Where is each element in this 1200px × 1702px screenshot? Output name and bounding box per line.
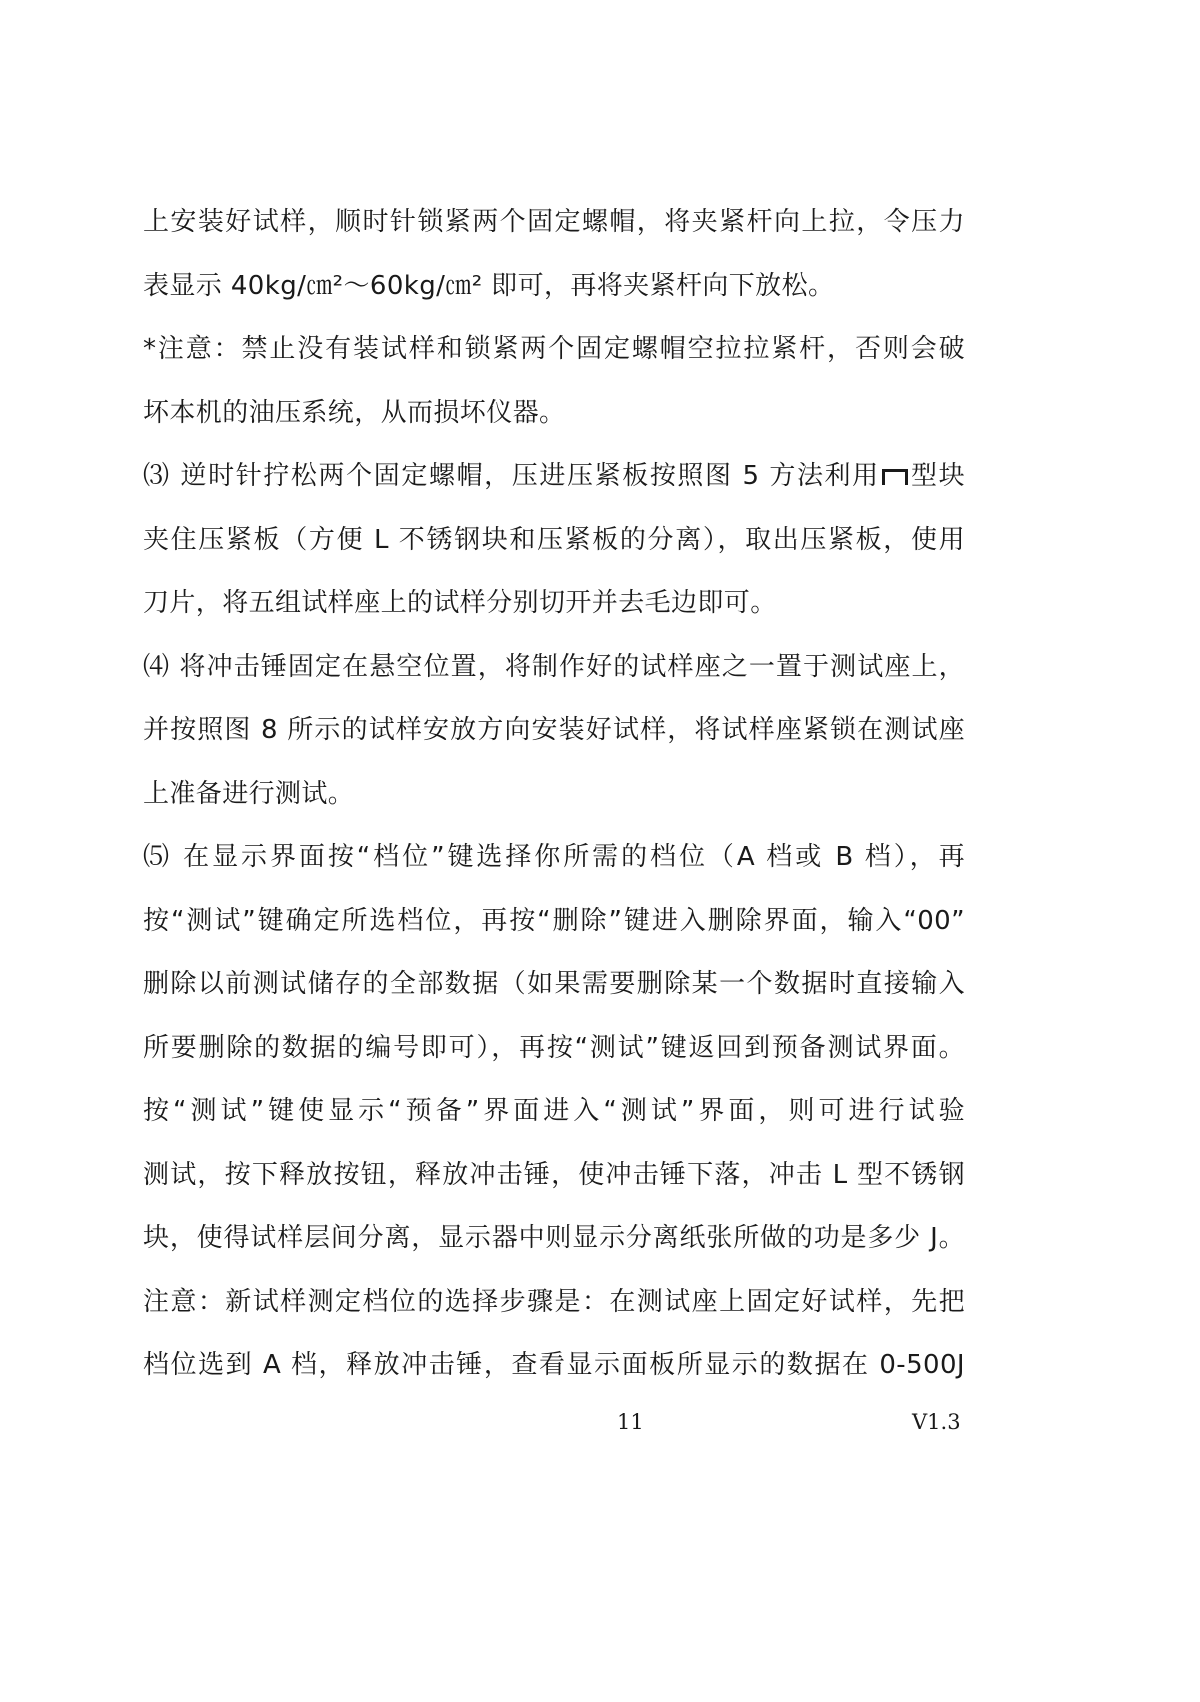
- body-text: [143, 196, 965, 1403]
- text-line: 并按照图 8 所示的试样安放方向安装好试样，将试样座紧锁在测试座: [143, 715, 965, 745]
- text-line-with-symbol: [143, 450, 965, 514]
- text-line: *注意：禁止没有装试样和锁紧两个固定螺帽空拉拉紧杆，否则会破: [143, 334, 965, 364]
- text-segment: ⑶ 逆时针拧松两个固定螺帽，压进压紧板按照图 5 方法利用: [143, 461, 880, 491]
- text-line: 档位选到 A 档，释放冲击锤，查看显示面板所显示的数据在 0-500J: [143, 1350, 965, 1380]
- text-line: ⑸ 在显示界面按“档位”键选择你所需的档位（A 档或 B 档），再: [143, 842, 965, 872]
- text-segment: 型块: [909, 461, 965, 491]
- version-label: V1.3: [912, 1410, 961, 1434]
- page-number: 11: [617, 1410, 644, 1434]
- text-line: 刀片，将五组试样座上的试样分别切开并去毛边即可。: [143, 588, 777, 618]
- bracket-shape-icon: [882, 469, 908, 485]
- text-line: 上准备进行测试。: [143, 778, 355, 809]
- text-line: 表显示 40kg/㎝²～60kg/㎝² 即可，再将夹紧杆向下放松。: [143, 270, 835, 301]
- text-line: 所要删除的数据的编号即可），再按“测试”键返回到预备测试界面。: [143, 1032, 965, 1063]
- text-line: 按“测试”键使显示“预备”界面进入“测试”界面，则可进行试验: [143, 1096, 965, 1126]
- text-line: 块，使得试样层间分离，显示器中则显示分离纸张所做的功是多少 J。: [143, 1223, 965, 1253]
- text-line: ⑷ 将冲击锤固定在悬空位置，将制作好的试样座之一置于测试座上，: [143, 651, 965, 682]
- text-line: 坏本机的油压系统，从而损坏仪器。: [143, 397, 566, 428]
- text-line: 按“测试”键确定所选档位，再按“删除”键进入删除界面，输入“00”: [143, 905, 965, 936]
- text-line: 测试，按下释放按钮，释放冲击锤，使冲击锤下落，冲击 L 型不锈钢: [143, 1159, 965, 1190]
- text-line: 删除以前测试储存的全部数据（如果需要删除某一个数据时直接输入: [143, 969, 965, 999]
- text-line: 夹住压紧板（方便 L 不锈钢块和压紧板的分离），取出压紧板，使用: [143, 524, 965, 555]
- text-line: 注意：新试样测定档位的选择步骤是：在测试座上固定好试样，先把: [143, 1286, 965, 1317]
- text-line: 上安装好试样，顺时针锁紧两个固定螺帽，将夹紧杆向上拉，令压力: [143, 207, 965, 237]
